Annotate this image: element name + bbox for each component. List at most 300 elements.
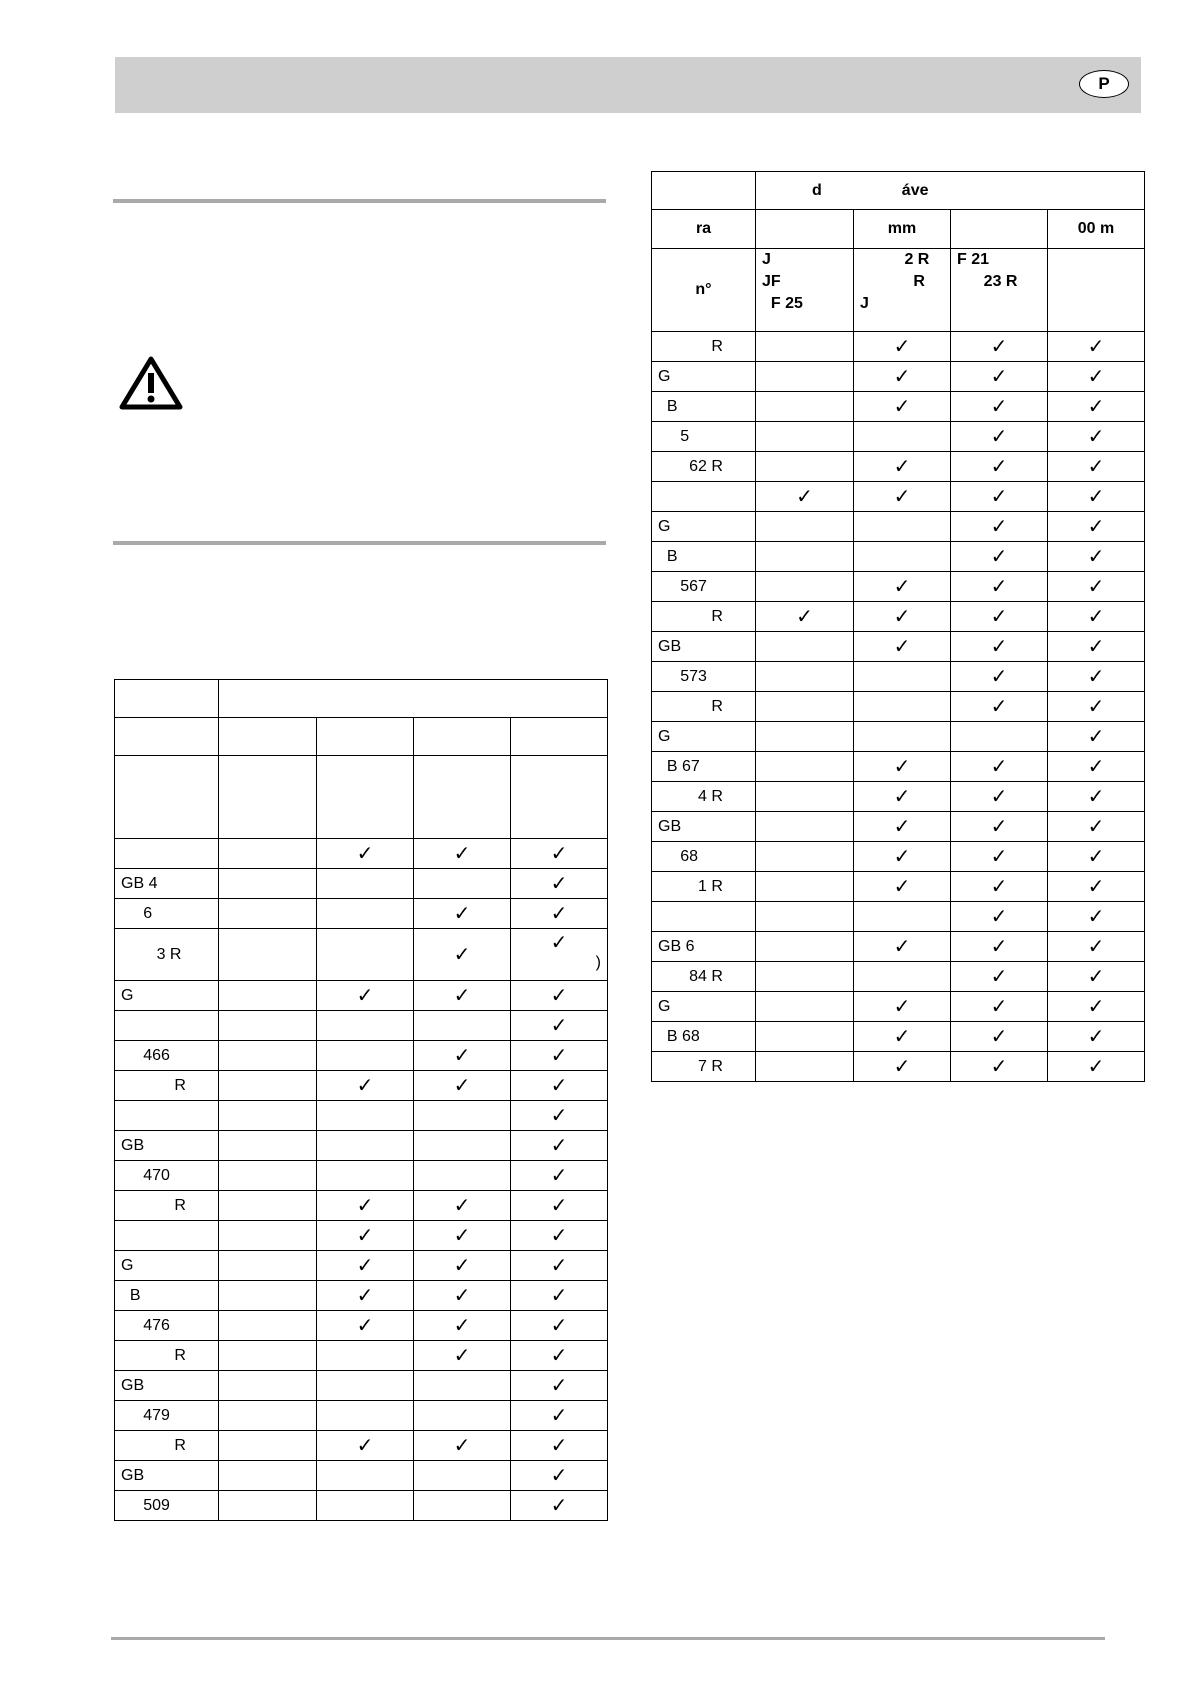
check-cell bbox=[1048, 632, 1145, 662]
check-cell bbox=[414, 1281, 511, 1311]
check-cell bbox=[951, 812, 1048, 842]
check-cell bbox=[756, 932, 854, 962]
checkmark-icon: ✓ bbox=[990, 905, 1008, 928]
checkmark-icon: ✓ bbox=[550, 1284, 568, 1307]
check-cell bbox=[414, 1071, 511, 1101]
check-cell bbox=[1048, 722, 1145, 752]
row-label: B 67 bbox=[652, 752, 756, 782]
checkmark-icon: ✓ bbox=[1087, 575, 1105, 598]
checkmark-icon: ✓ bbox=[356, 1224, 374, 1247]
table-row bbox=[115, 1401, 608, 1431]
row-label: 1 R bbox=[652, 872, 756, 902]
check-cell bbox=[854, 932, 951, 962]
check-cell bbox=[756, 572, 854, 602]
checkmark-icon: ✓ bbox=[550, 1494, 568, 1517]
check-cell bbox=[756, 392, 854, 422]
checkmark-icon: ✓ bbox=[990, 455, 1008, 478]
check-cell bbox=[219, 1311, 317, 1341]
check-cell bbox=[951, 902, 1048, 932]
table-row bbox=[652, 722, 1145, 752]
row-label: R bbox=[115, 1431, 219, 1461]
checkmark-icon: ✓ bbox=[893, 455, 911, 478]
checkmark-icon: ✓ bbox=[893, 845, 911, 868]
check-cell bbox=[854, 1052, 951, 1082]
check-cell bbox=[219, 1341, 317, 1371]
checkmark-icon: ✓ bbox=[356, 1284, 374, 1307]
check-cell bbox=[951, 752, 1048, 782]
row-label: B bbox=[115, 1281, 219, 1311]
check-cell bbox=[511, 1341, 608, 1371]
checkmark-icon: ✓ bbox=[990, 665, 1008, 688]
check-cell bbox=[414, 1491, 511, 1521]
check-cell bbox=[1048, 872, 1145, 902]
checkmark-icon: ✓ bbox=[550, 842, 568, 865]
check-cell bbox=[951, 602, 1048, 632]
table-row bbox=[652, 782, 1145, 812]
check-cell bbox=[951, 452, 1048, 482]
checkmark-icon: ✓ bbox=[990, 1025, 1008, 1048]
checkmark-icon: ✓ bbox=[550, 1074, 568, 1097]
check-cell bbox=[854, 632, 951, 662]
row-label: G bbox=[652, 362, 756, 392]
check-cell bbox=[511, 1311, 608, 1341]
row-label: G bbox=[652, 992, 756, 1022]
row-label bbox=[652, 902, 756, 932]
checkmark-icon: ✓ bbox=[893, 395, 911, 418]
check-cell bbox=[414, 1251, 511, 1281]
check-cell bbox=[317, 1281, 414, 1311]
check-cell bbox=[951, 422, 1048, 452]
checkmark-icon: ✓ bbox=[550, 1404, 568, 1427]
check-cell bbox=[756, 902, 854, 932]
table-row bbox=[652, 542, 1145, 572]
check-cell bbox=[219, 1251, 317, 1281]
check-cell bbox=[756, 1022, 854, 1052]
check-cell bbox=[219, 1461, 317, 1491]
header-cell bbox=[1048, 249, 1145, 332]
table-row bbox=[652, 932, 1145, 962]
table-row bbox=[115, 1491, 608, 1521]
table-row bbox=[652, 872, 1145, 902]
checkmark-icon: ✓ bbox=[453, 1434, 471, 1457]
header-cell bbox=[414, 718, 511, 756]
check-cell bbox=[756, 542, 854, 572]
table-row bbox=[115, 1371, 608, 1401]
checkmark-icon: ✓ bbox=[550, 1224, 568, 1247]
checkmark-icon: ✓ bbox=[893, 755, 911, 778]
checkmark-icon: ✓ bbox=[550, 1314, 568, 1337]
left-table-header-row-1 bbox=[115, 680, 608, 718]
check-cell bbox=[317, 1431, 414, 1461]
table-row bbox=[652, 332, 1145, 362]
checkmark-icon: ✓ bbox=[990, 755, 1008, 778]
checkmark-icon: ✓ bbox=[1087, 815, 1105, 838]
check-cell bbox=[854, 362, 951, 392]
header-cell bbox=[414, 756, 511, 839]
check-cell bbox=[756, 632, 854, 662]
header-title: d áve bbox=[756, 172, 1145, 210]
check-cell bbox=[414, 1191, 511, 1221]
checkmark-icon: ✓ bbox=[893, 335, 911, 358]
check-cell bbox=[511, 1281, 608, 1311]
check-cell bbox=[951, 632, 1048, 662]
checkmark-icon: ✓ bbox=[550, 872, 568, 895]
check-cell bbox=[854, 1022, 951, 1052]
row-label bbox=[652, 482, 756, 512]
check-cell bbox=[951, 782, 1048, 812]
checkmark-icon: ✓ bbox=[893, 995, 911, 1018]
checkmark-icon: ✓ bbox=[990, 395, 1008, 418]
check-cell bbox=[756, 812, 854, 842]
check-cell bbox=[414, 1221, 511, 1251]
checkmark-icon: ✓ bbox=[990, 335, 1008, 358]
check-cell bbox=[951, 362, 1048, 392]
check-cell bbox=[219, 1431, 317, 1461]
checkmark-icon: ✓ bbox=[893, 365, 911, 388]
header-cell bbox=[219, 756, 317, 839]
check-cell bbox=[317, 1101, 414, 1131]
check-cell bbox=[1048, 782, 1145, 812]
header-cell bbox=[511, 718, 608, 756]
check-cell bbox=[854, 692, 951, 722]
row-label: GB bbox=[115, 1371, 219, 1401]
checkmark-icon: ✓ bbox=[893, 635, 911, 658]
checkmark-icon: ✓ bbox=[453, 842, 471, 865]
header-cell bbox=[511, 756, 608, 839]
checkmark-icon: ✓ bbox=[550, 984, 568, 1007]
header-cell: n° bbox=[652, 249, 756, 332]
table-row bbox=[652, 632, 1145, 662]
check-cell bbox=[951, 392, 1048, 422]
check-cell bbox=[317, 1221, 414, 1251]
checkmark-icon: ✓ bbox=[1087, 755, 1105, 778]
row-label bbox=[115, 839, 219, 869]
row-label: 479 bbox=[115, 1401, 219, 1431]
check-cell bbox=[317, 981, 414, 1011]
check-cell bbox=[219, 839, 317, 869]
check-cell bbox=[317, 1011, 414, 1041]
check-cell bbox=[854, 452, 951, 482]
header-cell bbox=[115, 718, 219, 756]
check-cell bbox=[756, 452, 854, 482]
table-row bbox=[115, 1191, 608, 1221]
row-label: 476 bbox=[115, 1311, 219, 1341]
check-cell bbox=[756, 782, 854, 812]
checkmark-icon: ✓ bbox=[990, 695, 1008, 718]
header-cell bbox=[219, 718, 317, 756]
row-label: B bbox=[652, 392, 756, 422]
checkmark-icon: ✓ bbox=[453, 943, 471, 966]
checkmark-icon: ✓ bbox=[990, 425, 1008, 448]
check-cell bbox=[511, 1131, 608, 1161]
check-cell bbox=[1048, 842, 1145, 872]
header-cell bbox=[756, 210, 854, 249]
header-cell bbox=[115, 756, 219, 839]
check-cell bbox=[756, 872, 854, 902]
check-cell bbox=[511, 1071, 608, 1101]
check-cell bbox=[1048, 1052, 1145, 1082]
check-cell bbox=[854, 992, 951, 1022]
check-cell bbox=[951, 842, 1048, 872]
table-row bbox=[652, 422, 1145, 452]
check-cell bbox=[317, 1161, 414, 1191]
table-row bbox=[652, 392, 1145, 422]
check-cell bbox=[317, 1461, 414, 1491]
check-cell bbox=[756, 662, 854, 692]
check-cell bbox=[951, 1022, 1048, 1052]
checkmark-icon: ✓ bbox=[893, 1025, 911, 1048]
check-cell bbox=[414, 981, 511, 1011]
checkmark-icon: ✓ bbox=[990, 785, 1008, 808]
table-row bbox=[115, 1071, 608, 1101]
check-cell bbox=[219, 1131, 317, 1161]
header-cell: ra bbox=[652, 210, 756, 249]
check-cell bbox=[756, 1052, 854, 1082]
table-row bbox=[652, 992, 1145, 1022]
row-label: 62 R bbox=[652, 452, 756, 482]
checkmark-icon: ✓ bbox=[550, 1164, 568, 1187]
check-cell bbox=[756, 332, 854, 362]
checkmark-icon: ✓ bbox=[796, 605, 813, 628]
row-label bbox=[115, 1101, 219, 1131]
table-row bbox=[652, 902, 1145, 932]
checkmark-icon: ✓ bbox=[1087, 875, 1105, 898]
header-cell bbox=[317, 756, 414, 839]
header-bar bbox=[115, 57, 1141, 113]
row-label: GB bbox=[115, 1461, 219, 1491]
check-cell bbox=[854, 422, 951, 452]
check-cell bbox=[414, 1131, 511, 1161]
checkmark-icon: ✓ bbox=[1087, 395, 1105, 418]
check-cell bbox=[854, 662, 951, 692]
row-label: G bbox=[652, 512, 756, 542]
checkmark-icon: ✓ bbox=[990, 485, 1008, 508]
check-cell bbox=[317, 1071, 414, 1101]
check-cell bbox=[414, 839, 511, 869]
row-label: 84 R bbox=[652, 962, 756, 992]
header-cell: mm bbox=[854, 210, 951, 249]
check-cell bbox=[511, 1461, 608, 1491]
row-label: 509 bbox=[115, 1491, 219, 1521]
table-row bbox=[115, 1341, 608, 1371]
table-row bbox=[652, 842, 1145, 872]
checkmark-icon: ✓ bbox=[356, 984, 374, 1007]
check-cell bbox=[854, 962, 951, 992]
check-cell bbox=[951, 872, 1048, 902]
checkmark-icon: ✓ bbox=[550, 1344, 568, 1367]
table-row bbox=[115, 1461, 608, 1491]
left-compatibility-table bbox=[114, 679, 608, 1521]
checkmark-icon: ✓ bbox=[1087, 545, 1105, 568]
checkmark-icon: ✓ bbox=[990, 365, 1008, 388]
check-cell bbox=[854, 902, 951, 932]
table-row bbox=[115, 1131, 608, 1161]
checkmark-icon: ✓ bbox=[1087, 665, 1105, 688]
checkmark-icon: ✓ bbox=[990, 995, 1008, 1018]
check-cell bbox=[1048, 572, 1145, 602]
check-cell bbox=[1048, 962, 1145, 992]
table-row bbox=[652, 572, 1145, 602]
check-cell bbox=[756, 992, 854, 1022]
table-row bbox=[115, 1251, 608, 1281]
check-cell bbox=[511, 839, 608, 869]
check-cell bbox=[414, 1461, 511, 1491]
checkmark-icon: ✓ bbox=[1087, 635, 1105, 658]
check-cell bbox=[854, 392, 951, 422]
right-table-header-row-1 bbox=[652, 172, 1145, 210]
table-row bbox=[652, 1022, 1145, 1052]
check-cell bbox=[854, 512, 951, 542]
checkmark-icon: ✓ bbox=[550, 1044, 568, 1067]
row-label: 567 bbox=[652, 572, 756, 602]
check-cell bbox=[414, 1011, 511, 1041]
table-row bbox=[652, 452, 1145, 482]
check-cell bbox=[756, 602, 854, 632]
row-label bbox=[115, 1011, 219, 1041]
check-cell bbox=[511, 1161, 608, 1191]
check-cell bbox=[414, 1401, 511, 1431]
check-cell bbox=[756, 962, 854, 992]
check-cell bbox=[414, 1341, 511, 1371]
check-cell bbox=[854, 812, 951, 842]
checkmark-icon: ✓ bbox=[990, 575, 1008, 598]
check-cell bbox=[219, 1371, 317, 1401]
left-table-header-row-2 bbox=[115, 718, 608, 756]
check-cell bbox=[1048, 1022, 1145, 1052]
check-cell bbox=[317, 1311, 414, 1341]
table-row bbox=[115, 1311, 608, 1341]
check-cell bbox=[951, 932, 1048, 962]
checkmark-icon: ✓ bbox=[1087, 965, 1105, 988]
checkmark-icon: ✓ bbox=[1087, 605, 1105, 628]
check-cell bbox=[756, 362, 854, 392]
check-cell bbox=[219, 1041, 317, 1071]
language-badge: P bbox=[1079, 70, 1129, 98]
row-label: R bbox=[652, 332, 756, 362]
checkmark-icon: ✓ bbox=[1087, 695, 1105, 718]
checkmark-icon: ✓ bbox=[893, 815, 911, 838]
check-cell bbox=[219, 929, 317, 981]
check-cell bbox=[317, 869, 414, 899]
checkmark-icon: ✓ bbox=[1087, 485, 1105, 508]
table-row bbox=[652, 512, 1145, 542]
table-row bbox=[652, 1052, 1145, 1082]
checkmark-icon: ✓ bbox=[550, 1134, 568, 1157]
checkmark-icon: ✓ bbox=[550, 1014, 568, 1037]
checkmark-icon: ✓ bbox=[453, 1314, 471, 1337]
checkmark-icon: ✓ bbox=[453, 1044, 471, 1067]
checkmark-icon: ✓ bbox=[990, 935, 1008, 958]
checkmark-icon: ✓ bbox=[1087, 905, 1105, 928]
row-label: G bbox=[115, 1251, 219, 1281]
check-cell bbox=[1048, 932, 1145, 962]
check-cell bbox=[219, 1161, 317, 1191]
check-cell bbox=[756, 422, 854, 452]
checkmark-icon: ✓ bbox=[796, 485, 813, 508]
row-label: R bbox=[115, 1071, 219, 1101]
check-cell bbox=[219, 869, 317, 899]
check-cell bbox=[951, 662, 1048, 692]
check-cell bbox=[511, 1221, 608, 1251]
check-cell bbox=[1048, 992, 1145, 1022]
check-cell bbox=[511, 1401, 608, 1431]
check-cell bbox=[854, 602, 951, 632]
checkmark-icon: ✓ bbox=[356, 1074, 374, 1097]
check-cell bbox=[854, 332, 951, 362]
table-row bbox=[652, 602, 1145, 632]
check-cell bbox=[219, 981, 317, 1011]
check-cell bbox=[756, 512, 854, 542]
check-cell bbox=[219, 899, 317, 929]
checkmark-icon: ✓ bbox=[453, 984, 471, 1007]
checkmark-icon: ✓ bbox=[453, 1344, 471, 1367]
check-cell bbox=[756, 752, 854, 782]
footer-rule bbox=[111, 1637, 1105, 1640]
right-compatibility-table bbox=[651, 171, 1145, 1082]
table-row bbox=[115, 929, 608, 981]
checkmark-icon: ✓ bbox=[453, 1254, 471, 1277]
row-label: 3 R bbox=[115, 929, 219, 981]
checkmark-icon: ✓ bbox=[990, 605, 1008, 628]
checkmark-icon: ✓ bbox=[990, 875, 1008, 898]
checkmark-icon: ✓ bbox=[550, 902, 568, 925]
checkmark-icon: ✓ bbox=[990, 845, 1008, 868]
check-cell bbox=[951, 332, 1048, 362]
row-label: GB bbox=[652, 632, 756, 662]
checkmark-icon: ✓ bbox=[550, 932, 568, 954]
check-cell bbox=[317, 1041, 414, 1071]
row-label: GB bbox=[652, 812, 756, 842]
checkmark-icon: ✓ bbox=[356, 1194, 374, 1217]
check-cell bbox=[414, 1431, 511, 1461]
checkmark-icon: ✓ bbox=[550, 1374, 568, 1397]
check-cell bbox=[854, 782, 951, 812]
check-cell bbox=[1048, 362, 1145, 392]
header-cell bbox=[317, 718, 414, 756]
check-cell bbox=[317, 899, 414, 929]
row-note: ) bbox=[595, 954, 601, 971]
check-cell bbox=[951, 572, 1048, 602]
checkmark-icon: ✓ bbox=[356, 1254, 374, 1277]
row-label: GB bbox=[115, 1131, 219, 1161]
check-cell bbox=[756, 692, 854, 722]
checkmark-icon: ✓ bbox=[1087, 1025, 1105, 1048]
check-cell bbox=[1048, 902, 1145, 932]
check-cell bbox=[1048, 692, 1145, 722]
checkmark-icon: ✓ bbox=[1087, 365, 1105, 388]
check-cell bbox=[951, 1052, 1048, 1082]
check-cell bbox=[951, 692, 1048, 722]
row-label: R bbox=[652, 602, 756, 632]
check-cell bbox=[511, 1101, 608, 1131]
check-cell bbox=[511, 1491, 608, 1521]
check-cell bbox=[511, 899, 608, 929]
table-row bbox=[115, 1041, 608, 1071]
check-cell bbox=[756, 722, 854, 752]
header-cell bbox=[115, 680, 219, 718]
header-cell bbox=[652, 172, 756, 210]
table-row bbox=[115, 839, 608, 869]
table-row bbox=[652, 692, 1145, 722]
checkmark-icon: ✓ bbox=[453, 1224, 471, 1247]
checkmark-icon: ✓ bbox=[990, 1055, 1008, 1078]
checkmark-icon: ✓ bbox=[990, 515, 1008, 538]
header-cell: F 21 23 R bbox=[951, 249, 1048, 332]
right-table-header-row-3 bbox=[652, 249, 1145, 332]
check-cell bbox=[511, 1251, 608, 1281]
table-row bbox=[115, 869, 608, 899]
check-cell bbox=[414, 1311, 511, 1341]
